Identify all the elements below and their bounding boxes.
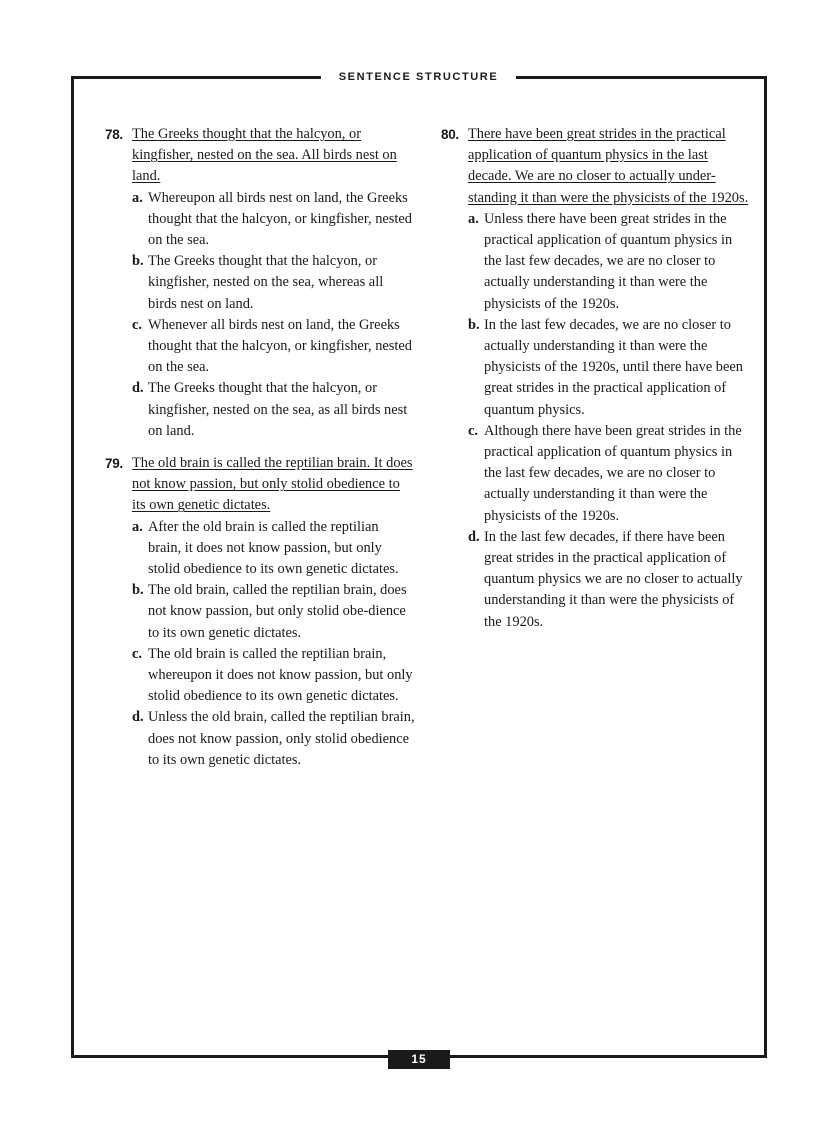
question-80	[441, 124, 751, 633]
option-label: a.	[468, 210, 479, 227]
option-text: Whenever all birds nest on land, the Greeks thought that the halcyon, or kingfisher, nested on the sea.	[148, 316, 412, 376]
answer-options	[468, 209, 751, 633]
header-rule-right	[516, 76, 767, 79]
question-stem: There have been great strides in the practical application of quantum physics in the last decade. We are no closer to actually under-standing it than were the physicists of the 1920s.	[468, 126, 749, 206]
option-label: b.	[132, 253, 144, 270]
answer-option-a[interactable]	[132, 517, 415, 581]
answer-option-b[interactable]	[132, 580, 415, 644]
option-text: The Greeks thought that the halcyon, or kingfisher, nested on the sea, as all birds nest on land.	[148, 380, 408, 439]
answer-options	[132, 517, 415, 771]
answer-options	[132, 188, 415, 442]
option-label: b.	[468, 316, 480, 333]
option-label: a.	[132, 189, 143, 206]
answer-option-b[interactable]	[468, 315, 751, 421]
question-stem: The Greeks thought that the halcyon, or kingfisher, nested on the sea. All birds nest on land.	[132, 126, 397, 185]
option-label: a.	[132, 518, 143, 535]
option-label: c.	[132, 645, 142, 662]
section-title: SENTENCE STRUCTURE	[338, 71, 499, 83]
option-text: Although there have been great strides in the practical application of quantum physics in the last few decades, we are no closer to actually understanding it than were the physicists of the 1920s.	[484, 422, 742, 524]
answer-option-d[interactable]	[132, 707, 415, 771]
option-text: The old brain, called the reptilian brain, does not know passion, but only stolid obe-dience to its own genetic dictates.	[148, 582, 407, 641]
question-78	[105, 124, 415, 442]
option-text: In the last few decades, we are no closer to actually understanding it than were the physicists of the 1920s, until there have been great strides in the practical application of quantum physics.	[484, 316, 743, 418]
answer-option-c[interactable]	[132, 644, 415, 708]
answer-option-d[interactable]	[132, 378, 415, 442]
page-number: 15	[388, 1050, 450, 1069]
question-stem: The old brain is called the reptilian brain. It does not know passion, but only stolid obedience to its own genetic dictates.	[132, 455, 413, 514]
option-label: d.	[468, 528, 480, 545]
option-label: d.	[132, 380, 144, 397]
option-text: The old brain is called the reptilian brain, whereupon it does not know passion, but only stolid obedience to its own genetic dictates.	[148, 645, 413, 705]
question-79	[105, 453, 415, 771]
question-number: 80.	[441, 127, 459, 142]
answer-option-c[interactable]	[132, 315, 415, 379]
option-text: Unless there have been great strides in the practical application of quantum physics in the last few decades, we are no closer to actually understanding it than were the physicists of the 1920s.	[484, 210, 733, 312]
answer-option-a[interactable]	[468, 209, 751, 315]
option-label: b.	[132, 582, 144, 599]
option-label: c.	[132, 316, 142, 333]
question-number: 78.	[105, 127, 123, 142]
option-label: d.	[132, 709, 144, 726]
option-label: c.	[468, 422, 478, 439]
answer-option-a[interactable]	[132, 188, 415, 252]
option-text: Unless the old brain, called the reptilian brain, does not know passion, only stolid obedience to its own genetic dictates.	[148, 709, 415, 768]
question-number: 79.	[105, 456, 123, 472]
option-text: Whereupon all birds nest on land, the Greeks thought that the halcyon, or kingfisher, nested on the sea.	[148, 189, 412, 249]
header-rule-left	[71, 76, 321, 79]
answer-option-c[interactable]	[468, 421, 751, 527]
answer-option-b[interactable]	[132, 251, 415, 315]
option-text: In the last few decades, if there have been great strides in the practical application of quantum physics we are no closer to actually understanding it than were the physicists of the 1920s.	[484, 528, 743, 630]
right-column	[441, 124, 751, 644]
answer-option-d[interactable]	[468, 527, 751, 633]
option-text: The Greeks thought that the halcyon, or kingfisher, nested on the sea, whereas all birds nest on land.	[148, 253, 384, 312]
option-text: After the old brain is called the reptilian brain, it does not know passion, but only stolid obedience to its own genetic dictates.	[148, 518, 399, 578]
left-column	[105, 124, 415, 782]
